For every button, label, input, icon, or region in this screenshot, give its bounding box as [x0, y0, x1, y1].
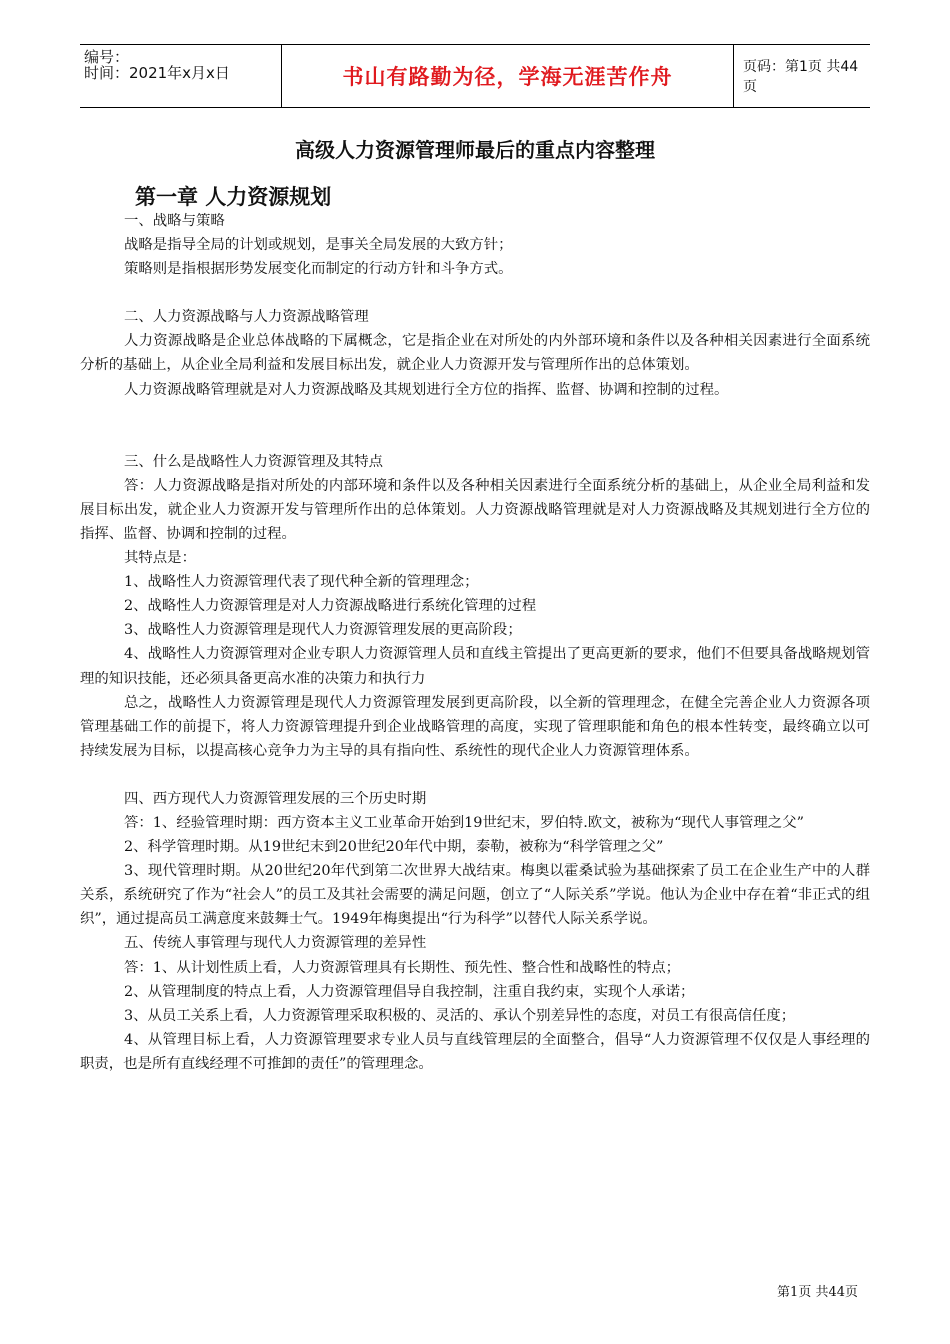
page-footer: 第1页 共44页 — [777, 1285, 858, 1300]
document-title: 高级人力资源管理师最后的重点内容整理 — [295, 138, 655, 162]
section-heading: 一、战略与策略 — [124, 213, 225, 229]
list-item: 4、从管理目标上看，人力资源管理要求专业人员与直线管理层的全面整合，倡导“人力资源管理不仅仅是人事经理的职责，也是所有直线经理不可推卸的责任”的管理理念。 — [80, 1031, 870, 1072]
section-heading: 三、什么是战略性人力资源管理及其特点 — [124, 453, 384, 470]
list-item: 答：1、从计划性质上看，人力资源管理具有长期性、预先性、整合性和战略性的特点； — [124, 959, 681, 976]
section-heading: 五、传统人事管理与现代人力资源管理的差异性 — [124, 935, 427, 952]
list-item: 2、科学管理时期。从19世纪末到20世纪20年代中期，泰勒，被称为“科学管理之父” — [124, 839, 664, 856]
section-heading: 四、西方现代人力资源管理发展的三个历史时期 — [124, 790, 427, 807]
time-label: 时间：2021年x月x日 — [84, 64, 230, 82]
list-item: 3、现代管理时期。从20世纪20年代到第二次世界大战结束。梅奥以霍桑试验为基础探索了员工在企业生产中的人群关系，系统研究了作为“社会人”的员工及其社会需要的满足问题，创立了“人际关系”学说。他认为企业中存在着“非正式的组织”，通过提高员工满意度来鼓舞士气。1949年梅奥提出“行为科学”以替代人际关系学说。 — [80, 863, 870, 928]
chapter-heading: 第一章 人力资源规划 — [135, 185, 332, 209]
document-body — [80, 209, 870, 1076]
list-item: 4、战略性人力资源管理对企业专职人力资源管理人员和直线主管提出了更高更新的要求，他们不但要具备战略规划管理的知识技能，还必须具备更高水准的决策力和执行力 — [80, 646, 870, 687]
list-item: 2、战略性人力资源管理是对人力资源战略进行系统化管理的过程 — [124, 598, 537, 615]
header-motto: 书山有路勤为径，学海无涯苦作舟 — [281, 45, 734, 107]
header-meta — [80, 45, 280, 107]
paragraph: 人力资源战略是企业总体战略的下属概念，它是指企业在对所处的内外部环境和条件以及各种相关因素进行全面系统分析的基础上，从企业全局利益和发展目标出发，就企业人力资源开发与管理所作出的总体策划。 — [80, 333, 870, 374]
list-item: 3、从员工关系上看，人力资源管理采取积极的、灵活的、承认个别差异性的态度，对员工有很高信任度； — [124, 1007, 796, 1024]
paragraph: 人力资源战略管理就是对人力资源战略及其规划进行全方位的指挥、监督、协调和控制的过程。 — [124, 381, 729, 398]
paragraph: 战略是指导全局的计划或规划，是事关全局发展的大致方针； — [124, 237, 513, 254]
list-item: 3、战略性人力资源管理是现代人力资源管理发展的更高阶段； — [124, 622, 522, 639]
section-heading: 二、人力资源战略与人力资源战略管理 — [124, 309, 369, 326]
paragraph: 策略则是指根据形势发展变化而制定的行动方针和斗争方式。 — [124, 261, 513, 278]
paragraph: 答：人力资源战略是指对所处的内部环境和条件以及各种相关因素进行全面系统分析的基础上，从企业全局利益和发展目标出发，就企业人力资源开发与管理所作出的总体策划。人力资源战略管理就是对人力资源战略及其规划进行全方位的指挥、监督、协调和控制的过程。 — [80, 477, 870, 542]
paragraph: 其特点是： — [124, 550, 196, 567]
paragraph: 总之，战略性人力资源管理是现代人力资源管理发展到更高阶段，以全新的管理理念，在健全完善企业人力资源各项管理基础工作的前提下，将人力资源管理提升到企业战略管理的高度，实现了管理职能和角色的根本性转变，最终确立以可持续发展为目标，以提高核心竞争力为主导的具有指向性、系统性的现代企业人力资源管理体系。 — [80, 694, 870, 759]
list-item: 2、从管理制度的特点上看，人力资源管理倡导自我控制，注重自我约束，实现个人承诺； — [124, 983, 695, 1000]
header-table — [80, 44, 870, 108]
list-item: 1、战略性人力资源管理代表了现代种全新的管理理念； — [124, 574, 479, 591]
number-label: 编号： — [84, 48, 130, 66]
list-item: 答：1、经验管理时期：西方资本主义工业革命开始到19世纪末，罗伯特.欧文，被称为“现代人事管理之父” — [124, 814, 804, 831]
header-page-info: 页码：第1页 共44页 — [743, 59, 859, 95]
